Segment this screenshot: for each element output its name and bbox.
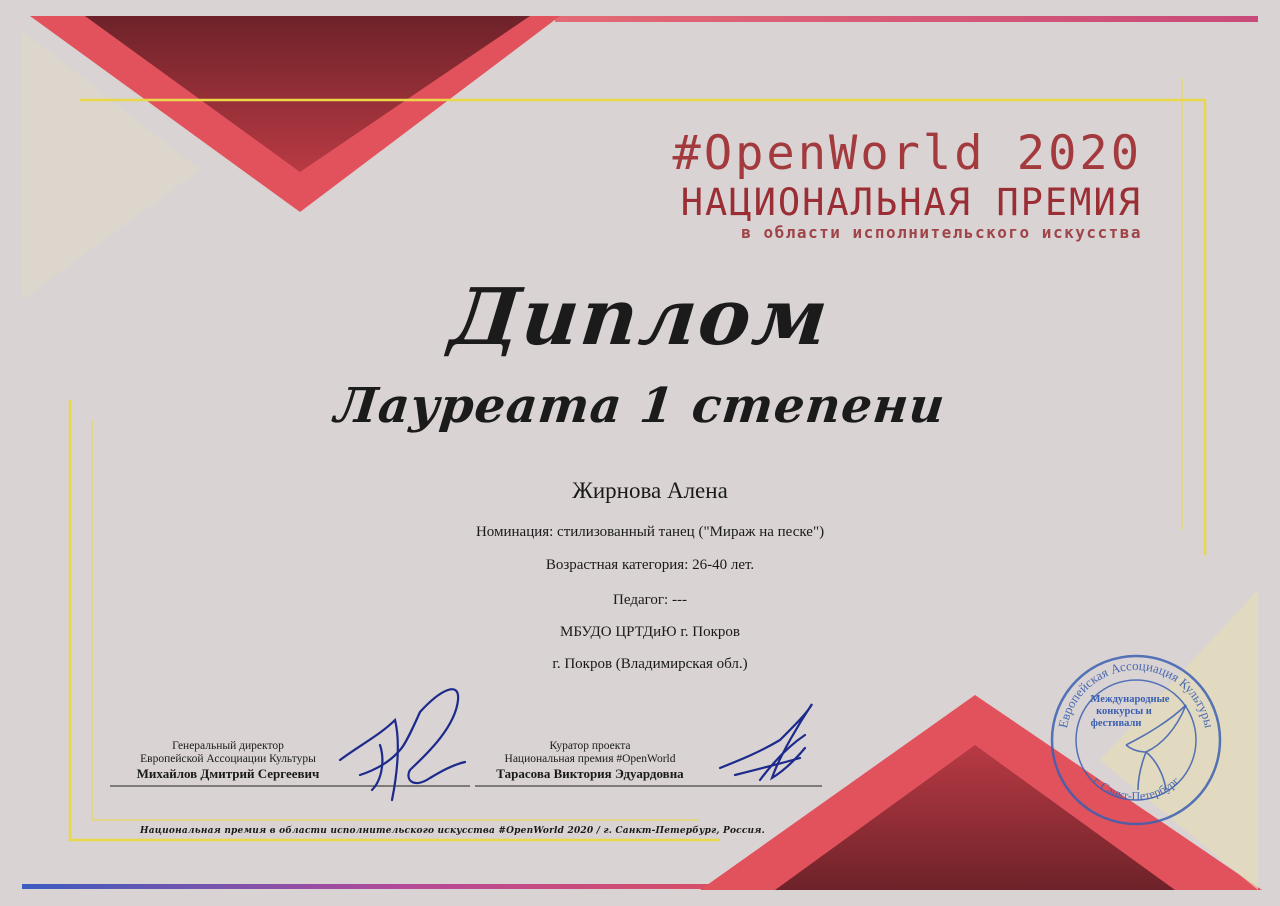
official-stamp (1046, 650, 1226, 830)
curator-name: Тарасова Виктория Эдуардовна (496, 766, 684, 781)
stamp-center-1: Международные (1090, 694, 1170, 705)
city-line: г. Покров (Владимирская обл.) (552, 656, 748, 672)
stamp-ring-bottom: г. Санкт-Петербург (1090, 773, 1182, 804)
director-role-1: Генеральный директор (172, 740, 284, 752)
curator-role-1: Куратор проекта (549, 740, 631, 752)
stamp-center-2: конкурсы и (1096, 706, 1152, 717)
event-title: #OpenWorld 2020 (672, 126, 1142, 181)
director-signature (340, 689, 465, 800)
svg-text:г. Санкт-Петербург (1090, 774, 1182, 803)
nomination-line: Номинация: стилизованный танец ("Мираж на песке") (475, 524, 825, 540)
organization-line: МБУДО ЦРТДиЮ г. Покров (559, 624, 740, 640)
age-category-line: Возрастная категория: 26-40 лет. (545, 557, 755, 573)
teacher-line: Педагог: --- (613, 592, 687, 608)
curator-role-2: Национальная премия #OpenWorld (504, 753, 676, 765)
stamp-ring-top: Европейская Ассоциация Культуры (1055, 657, 1217, 730)
diploma-title: Диплом (446, 272, 834, 363)
director-name: Михайлов Дмитрий Сергеевич (136, 766, 320, 781)
diploma-degree: Лауреата 1 степени (332, 378, 948, 434)
director-role-2: Европейской Ассоциации Культуры (140, 753, 316, 765)
curator-signature (720, 704, 812, 780)
footer-text: Национальная премия в области исполнительского искусства #OpenWorld 2020 / г. Санкт-Петербург, Россия. (140, 826, 765, 836)
award-title: НАЦИОНАЛЬНАЯ ПРЕМИЯ (680, 181, 1142, 224)
recipient-name: Жирнова Алена (572, 478, 728, 503)
stamp-center-3: фестивали (1090, 718, 1142, 729)
award-subtitle: в области исполнительского искусства (741, 223, 1142, 242)
